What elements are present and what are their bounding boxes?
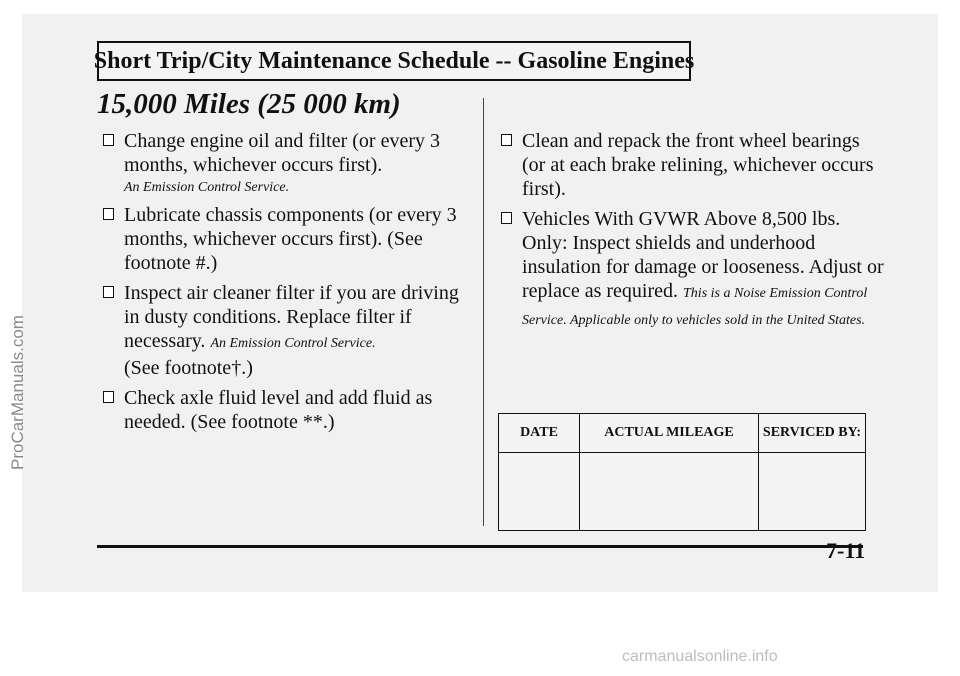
date-cell[interactable]: [499, 453, 580, 531]
item-text: Change engine oil and filter (or every 3 months, whichever occurs first).: [124, 130, 440, 176]
footer-rule: [97, 545, 863, 548]
left-checklist: [99, 129, 469, 440]
mileage-cell[interactable]: [580, 453, 759, 531]
column-header-mileage: ACTUAL MILEAGE: [580, 414, 759, 453]
checklist-item: [497, 207, 887, 333]
item-note: An Emission Control Service.: [124, 180, 290, 195]
checkbox-icon[interactable]: [103, 134, 114, 146]
side-watermark: ProCarManuals.com: [8, 315, 27, 470]
serviced-by-cell[interactable]: [759, 453, 866, 531]
checkbox-icon[interactable]: [501, 134, 512, 146]
page-title: [93, 41, 695, 81]
checklist-item: [99, 386, 469, 434]
checkbox-icon[interactable]: [103, 208, 114, 220]
right-checklist: [497, 129, 887, 339]
checkbox-icon[interactable]: [103, 391, 114, 403]
column-header-date: DATE: [499, 414, 580, 453]
item-footnote: (See footnote†.): [124, 357, 253, 379]
item-note: An Emission Control Service.: [210, 336, 376, 351]
item-text: Clean and repack the front wheel bearings (or at each brake relining, whichever occurs first).: [522, 130, 874, 200]
checklist-item: [497, 129, 887, 201]
checklist-item: [99, 129, 469, 197]
column-divider: [483, 98, 484, 526]
checkbox-icon[interactable]: [103, 286, 114, 298]
service-record-table: [498, 413, 866, 531]
item-text: Lubricate chassis components (or every 3 months, whichever occurs first). (See footnote #.): [124, 204, 457, 274]
item-text: Inspect air cleaner filter if you are driving in dusty conditions. Replace filter if necessary.: [124, 282, 459, 352]
column-header-serviced-by: SERVICED BY:: [759, 414, 866, 453]
checklist-item: [99, 203, 469, 275]
service-interval-heading: 15,000 Miles (25 000 km): [97, 88, 401, 120]
page-number: 7-11: [826, 538, 866, 563]
checkbox-icon[interactable]: [501, 212, 512, 224]
item-note: This is a Noise Emission Control Service. Applicable only to vehicles sold in the United States.: [522, 286, 868, 328]
checklist-item: [99, 281, 469, 380]
item-text: Check axle fluid level and add fluid as needed. (See footnote **.): [124, 387, 433, 433]
item-text: Vehicles With GVWR Above 8,500 lbs. Only: Inspect shields and underhood insulation for damage or looseness. Adjust or replace as required.: [522, 208, 884, 302]
footer-watermark: carmanualsonline.info: [622, 648, 778, 665]
table-row: [499, 453, 866, 531]
page-title-text: Short Trip/City Maintenance Schedule -- Gasoline Engines: [93, 47, 695, 74]
table-header-row: [499, 414, 866, 453]
